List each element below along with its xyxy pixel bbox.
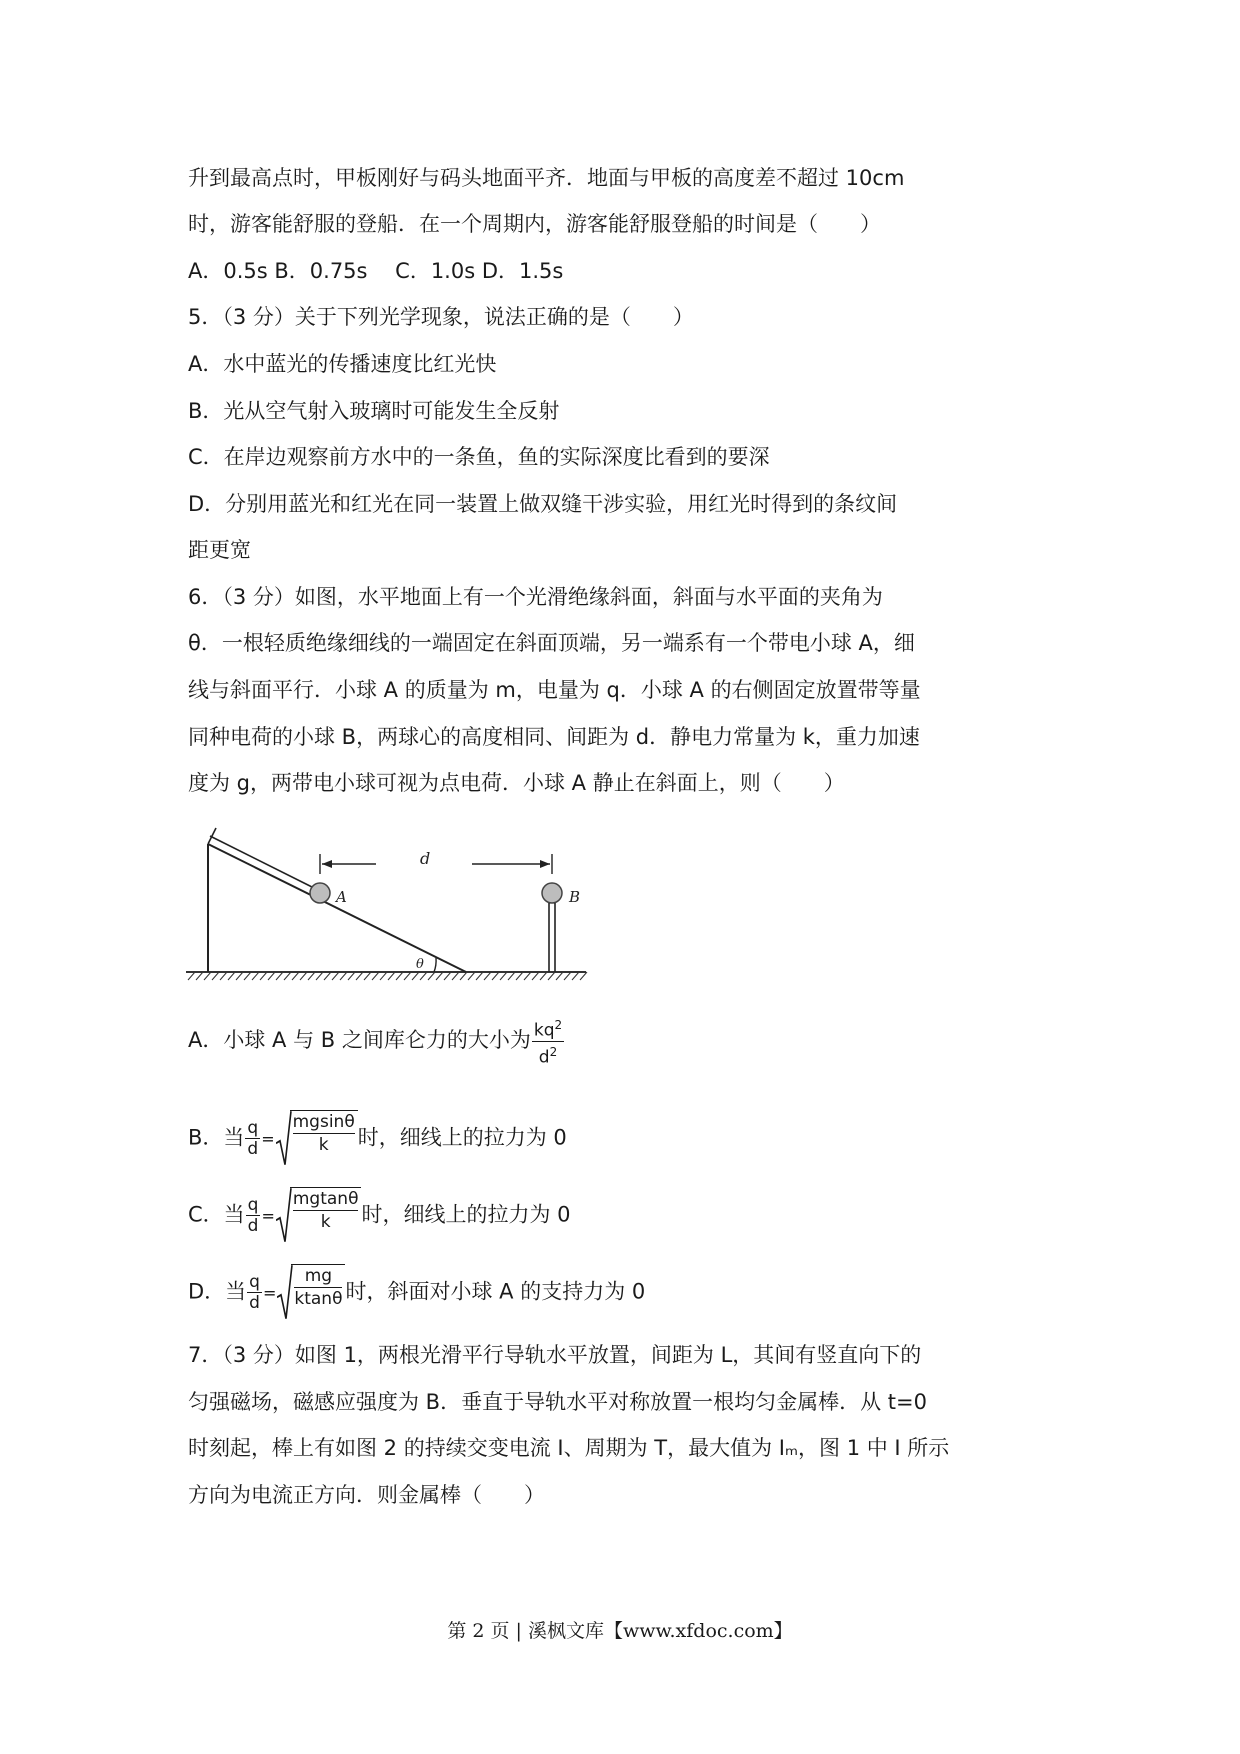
ground-hatch-tick bbox=[572, 972, 579, 980]
sqrt-expression bbox=[276, 1187, 362, 1244]
ground-hatch-tick bbox=[204, 972, 211, 980]
d-label: d bbox=[420, 849, 431, 868]
option-6c-suffix: 时，细线上的拉力为 0 bbox=[361, 1202, 571, 1227]
ground-hatch-tick bbox=[444, 972, 451, 980]
frac-den: d bbox=[247, 1216, 259, 1236]
ground-hatch-tick bbox=[372, 972, 379, 980]
text-line: A．水中蓝光的传播速度比红光快 bbox=[188, 352, 497, 376]
theta-label: θ bbox=[416, 957, 424, 972]
option-6b-suffix: 时，细线上的拉力为 0 bbox=[357, 1125, 567, 1150]
sqrt-expression bbox=[276, 1110, 358, 1167]
ground-hatch-tick bbox=[548, 972, 555, 980]
text-line: 同种电荷的小球 B，两球心的高度相同、间距为 d．静电力常量为 k，重力加速 bbox=[188, 725, 920, 749]
ball-a bbox=[310, 883, 330, 903]
frac-den-exp: 2 bbox=[549, 1044, 558, 1059]
ground-hatch-tick bbox=[220, 972, 227, 980]
ground-hatch-tick bbox=[236, 972, 243, 980]
q-over-d-fraction bbox=[246, 1195, 261, 1236]
radical-sign bbox=[276, 1110, 292, 1167]
ground-hatch-tick bbox=[508, 972, 515, 980]
option-6c-prefix: C．当 bbox=[188, 1202, 245, 1227]
ground-hatch-tick bbox=[348, 972, 355, 980]
d-arrowhead-left bbox=[322, 860, 332, 868]
ground-hatch-tick bbox=[468, 972, 475, 980]
ground-hatch-tick bbox=[308, 972, 315, 980]
ball-a-label: A bbox=[336, 888, 347, 906]
text-line: 线与斜面平行．小球 A 的质量为 m，电量为 q．小球 A 的右侧固定放置带等量 bbox=[188, 678, 921, 702]
ground-hatch-tick bbox=[196, 972, 203, 980]
ground-hatch-tick bbox=[404, 972, 411, 980]
ground-hatch-tick bbox=[244, 972, 251, 980]
ground-hatch-tick bbox=[268, 972, 275, 980]
equals-sign: = bbox=[262, 1283, 277, 1303]
text-line: θ．一根轻质绝缘细线的一端固定在斜面顶端，另一端系有一个带电小球 A，细 bbox=[188, 631, 915, 655]
d-arrowhead-right bbox=[540, 860, 550, 868]
root-num: mgsinθ bbox=[292, 1112, 355, 1132]
text-line: A．0.5s B．0.75s C．1.0s D．1.5s bbox=[188, 259, 564, 283]
text-line: B．光从空气射入玻璃时可能发生全反射 bbox=[188, 399, 560, 423]
ground-hatch-tick bbox=[564, 972, 571, 980]
ground-hatch-tick bbox=[556, 972, 563, 980]
option-6a bbox=[188, 1015, 565, 1067]
ground-hatch-tick bbox=[492, 972, 499, 980]
theta-arc bbox=[434, 958, 436, 972]
ground-hatch-tick bbox=[412, 972, 419, 980]
ground-hatch-tick bbox=[460, 972, 467, 980]
ground-hatch-tick bbox=[252, 972, 259, 980]
ground-hatch-tick bbox=[364, 972, 371, 980]
equals-sign: = bbox=[261, 1129, 275, 1149]
ground-hatch-tick bbox=[284, 972, 291, 980]
thread bbox=[210, 836, 316, 889]
ground-hatch-tick bbox=[428, 972, 435, 980]
ground-hatch-tick bbox=[500, 972, 507, 980]
text-line: 5．（3 分）关于下列光学现象，说法正确的是（ ） bbox=[188, 305, 694, 329]
ground-hatch-tick bbox=[340, 972, 347, 980]
ground-hatch-tick bbox=[188, 972, 195, 980]
radical-sign bbox=[277, 1264, 293, 1321]
ground-hatch-tick bbox=[356, 972, 363, 980]
text-line: 7．（3 分）如图 1，两根光滑平行导轨水平放置，间距为 L，其间有竖直向下的 bbox=[188, 1343, 922, 1367]
ground-hatch-tick bbox=[324, 972, 331, 980]
q-over-d-fraction bbox=[247, 1272, 262, 1313]
coulomb-fraction bbox=[532, 1015, 564, 1067]
frac-num-exp: 2 bbox=[554, 1018, 563, 1032]
root-den: k bbox=[318, 1135, 329, 1155]
text-line: 距更宽 bbox=[188, 538, 251, 562]
text-line: 升到最高点时，甲板刚好与码头地面平齐．地面与甲板的高度差不超过 10cm bbox=[188, 166, 905, 190]
equals-sign: = bbox=[261, 1206, 275, 1226]
frac-den: d bbox=[247, 1139, 259, 1159]
root-num: mgtanθ bbox=[292, 1189, 359, 1209]
frac-num: q bbox=[247, 1118, 259, 1138]
radical-sign bbox=[276, 1187, 292, 1244]
ground-hatch-tick bbox=[292, 972, 299, 980]
option-6b bbox=[188, 1110, 567, 1167]
thread-top bbox=[208, 828, 216, 844]
ground-hatch-tick bbox=[260, 972, 267, 980]
text-line: 时，游客能舒服的登船．在一个周期内，游客能舒服登船的时间是（ ） bbox=[188, 212, 881, 236]
ground-hatch-tick bbox=[380, 972, 387, 980]
option-6a-prefix: A．小球 A 与 B 之间库仑力的大小为 bbox=[188, 1028, 531, 1053]
text-line: 6．（3 分）如图，水平地面上有一个光滑绝缘斜面，斜面与水平面的夹角为 bbox=[188, 585, 883, 609]
ground-hatch-tick bbox=[316, 972, 323, 980]
ground-ticks bbox=[188, 972, 587, 980]
ground-hatch-tick bbox=[516, 972, 523, 980]
ground-hatch-tick bbox=[476, 972, 483, 980]
ground-hatch-tick bbox=[332, 972, 339, 980]
incline-figure bbox=[186, 822, 606, 984]
text-line: C．在岸边观察前方水中的一条鱼，鱼的实际深度比看到的要深 bbox=[188, 445, 770, 469]
option-6d bbox=[188, 1264, 645, 1321]
frac-num: q bbox=[249, 1272, 260, 1292]
text-line: 方向为电流正方向．则金属棒（ ） bbox=[188, 1483, 545, 1507]
text-line: 时刻起，棒上有如图 2 的持续交变电流 I、周期为 T，最大值为 Iₘ，图 1 中 I 所示 bbox=[188, 1436, 950, 1460]
ground-hatch-tick bbox=[524, 972, 531, 980]
text-line: D．分别用蓝光和红光在同一装置上做双缝干涉实验，用红光时得到的条纹间 bbox=[188, 492, 898, 516]
option-6b-prefix: B．当 bbox=[188, 1125, 245, 1150]
ground-hatch-tick bbox=[388, 972, 395, 980]
option-6d-prefix: D．当 bbox=[188, 1279, 247, 1304]
ground-hatch-tick bbox=[212, 972, 219, 980]
ground-hatch-tick bbox=[532, 972, 539, 980]
ground-hatch-tick bbox=[276, 972, 283, 980]
sqrt-expression bbox=[277, 1264, 345, 1321]
frac-den: d bbox=[249, 1293, 260, 1313]
text-line: 度为 g，两带电小球可视为点电荷．小球 A 静止在斜面上，则（ ） bbox=[188, 771, 845, 795]
ground-hatch-tick bbox=[396, 972, 403, 980]
q-over-d-fraction bbox=[245, 1118, 260, 1159]
page-footer: 第 2 页 | 溪枫文库【www.xfdoc.com】 bbox=[447, 1620, 793, 1642]
ball-b bbox=[542, 883, 562, 903]
ground-hatch-tick bbox=[540, 972, 547, 980]
ground-hatch-tick bbox=[300, 972, 307, 980]
text-line: 匀强磁场，磁感应强度为 B．垂直于导轨水平对称放置一根均匀金属棒．从 t=0 bbox=[188, 1390, 927, 1414]
ground-hatch-tick bbox=[228, 972, 235, 980]
ground-hatch-tick bbox=[436, 972, 443, 980]
option-6c bbox=[188, 1187, 571, 1244]
ground-hatch-tick bbox=[580, 972, 587, 980]
frac-num: q bbox=[247, 1195, 259, 1215]
frac-num: kq bbox=[533, 1020, 555, 1041]
root-num: mg bbox=[294, 1265, 342, 1288]
root-den: k bbox=[320, 1212, 331, 1232]
root-den: ktanθ bbox=[294, 1289, 343, 1309]
ground-hatch-tick bbox=[452, 972, 459, 980]
option-6d-suffix: 时，斜面对小球 A 的支持力为 0 bbox=[345, 1279, 646, 1304]
ground-hatch-tick bbox=[420, 972, 427, 980]
ball-b-label: B bbox=[569, 888, 581, 906]
frac-den: d bbox=[538, 1047, 550, 1068]
ground-hatch-tick bbox=[484, 972, 491, 980]
